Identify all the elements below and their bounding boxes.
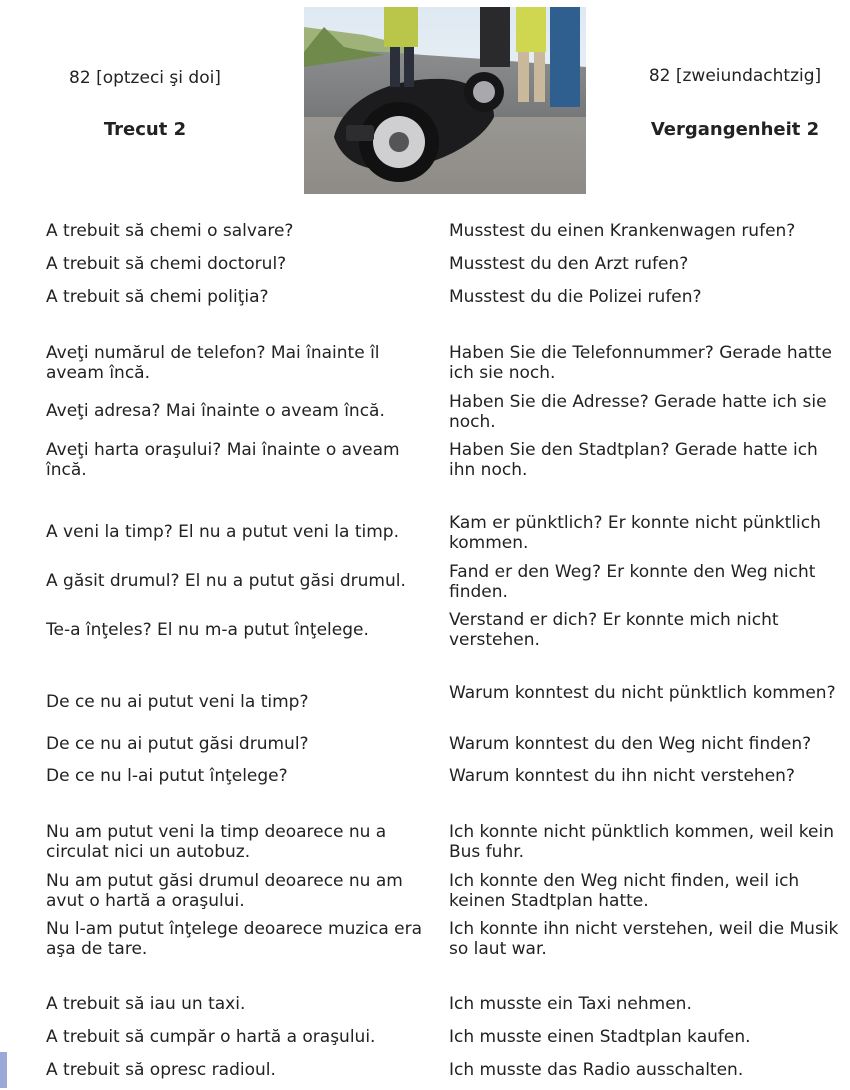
romanian-sentence: A trebuit să chemi o salvare? xyxy=(46,221,294,241)
lesson-title-german: Vergangenheit 2 xyxy=(650,119,820,140)
romanian-sentence: De ce nu ai putut găsi drumul? xyxy=(46,734,309,754)
romanian-sentence: A trebuit să cumpăr o hartă a oraşului. xyxy=(46,1027,376,1047)
lesson-number-german: 82 [zweiundachtzig] xyxy=(648,66,822,86)
motorcycle-accident-photo xyxy=(304,7,586,194)
lesson-title-romanian: Trecut 2 xyxy=(103,119,187,140)
romanian-sentence: A trebuit să chemi doctorul? xyxy=(46,254,287,274)
german-sentence: Warum konntest du ihn nicht verstehen? xyxy=(449,766,795,786)
german-sentence: Ich musste ein Taxi nehmen. xyxy=(449,994,692,1014)
romanian-sentence: De ce nu l-ai putut înţelege? xyxy=(46,766,288,786)
german-sentence: Musstest du den Arzt rufen? xyxy=(449,254,689,274)
german-sentence: Musstest du die Polizei rufen? xyxy=(449,287,702,307)
german-sentence: Haben Sie die Telefonnummer? Gerade hatte ich sie noch. xyxy=(449,343,832,383)
romanian-sentence: Nu am putut găsi drumul deoarece nu am avut o hartă a oraşului. xyxy=(46,871,403,911)
romanian-sentence: Aveţi numărul de telefon? Mai înainte îl aveam încă. xyxy=(46,343,380,383)
romanian-sentence: A trebuit să opresc radioul. xyxy=(46,1060,276,1080)
german-sentence: Haben Sie den Stadtplan? Gerade hatte ich ihn noch. xyxy=(449,440,818,480)
romanian-sentence: A trebuit să iau un taxi. xyxy=(46,994,246,1014)
german-sentence: Warum konntest du den Weg nicht finden? xyxy=(449,734,812,754)
german-sentence: Ich musste das Radio ausschalten. xyxy=(449,1060,744,1080)
romanian-sentence: Nu l-am putut înţelege deoarece muzica era aşa de tare. xyxy=(46,919,423,959)
german-sentence: Ich konnte nicht pünktlich kommen, weil kein Bus fuhr. xyxy=(449,822,834,862)
romanian-sentence: Aveţi harta oraşului? Mai înainte o aveam încă. xyxy=(46,440,400,480)
german-sentence: Ich konnte den Weg nicht finden, weil ich keinen Stadtplan hatte. xyxy=(449,871,800,911)
romanian-sentence: De ce nu ai putut veni la timp? xyxy=(46,692,309,712)
romanian-sentence: A trebuit să chemi poliţia? xyxy=(46,287,269,307)
german-sentence: Ich musste einen Stadtplan kaufen. xyxy=(449,1027,751,1047)
german-sentence: Warum konntest du nicht pünktlich kommen? xyxy=(449,683,836,703)
left-edge-marker xyxy=(0,1052,7,1088)
german-sentence: Fand er den Weg? Er konnte den Weg nicht finden. xyxy=(449,562,816,602)
german-sentence: Ich konnte ihn nicht verstehen, weil die Musik so laut war. xyxy=(449,919,839,959)
romanian-sentence: A veni la timp? El nu a putut veni la timp. xyxy=(46,522,399,542)
german-sentence: Verstand er dich? Er konnte mich nicht verstehen. xyxy=(449,610,779,650)
romanian-sentence: Nu am putut veni la timp deoarece nu a circulat nici un autobuz. xyxy=(46,822,387,862)
german-sentence: Haben Sie die Adresse? Gerade hatte ich sie noch. xyxy=(449,392,827,432)
lesson-number-romanian: 82 [optzeci şi doi] xyxy=(69,68,221,88)
romanian-sentence: A găsit drumul? El nu a putut găsi drumul. xyxy=(46,571,406,591)
romanian-sentence: Te-a înţeles? El nu m-a putut înţelege. xyxy=(46,620,369,640)
german-sentence: Kam er pünktlich? Er konnte nicht pünktlich kommen. xyxy=(449,513,821,553)
german-sentence: Musstest du einen Krankenwagen rufen? xyxy=(449,221,796,241)
romanian-sentence: Aveţi adresa? Mai înainte o aveam încă. xyxy=(46,401,385,421)
